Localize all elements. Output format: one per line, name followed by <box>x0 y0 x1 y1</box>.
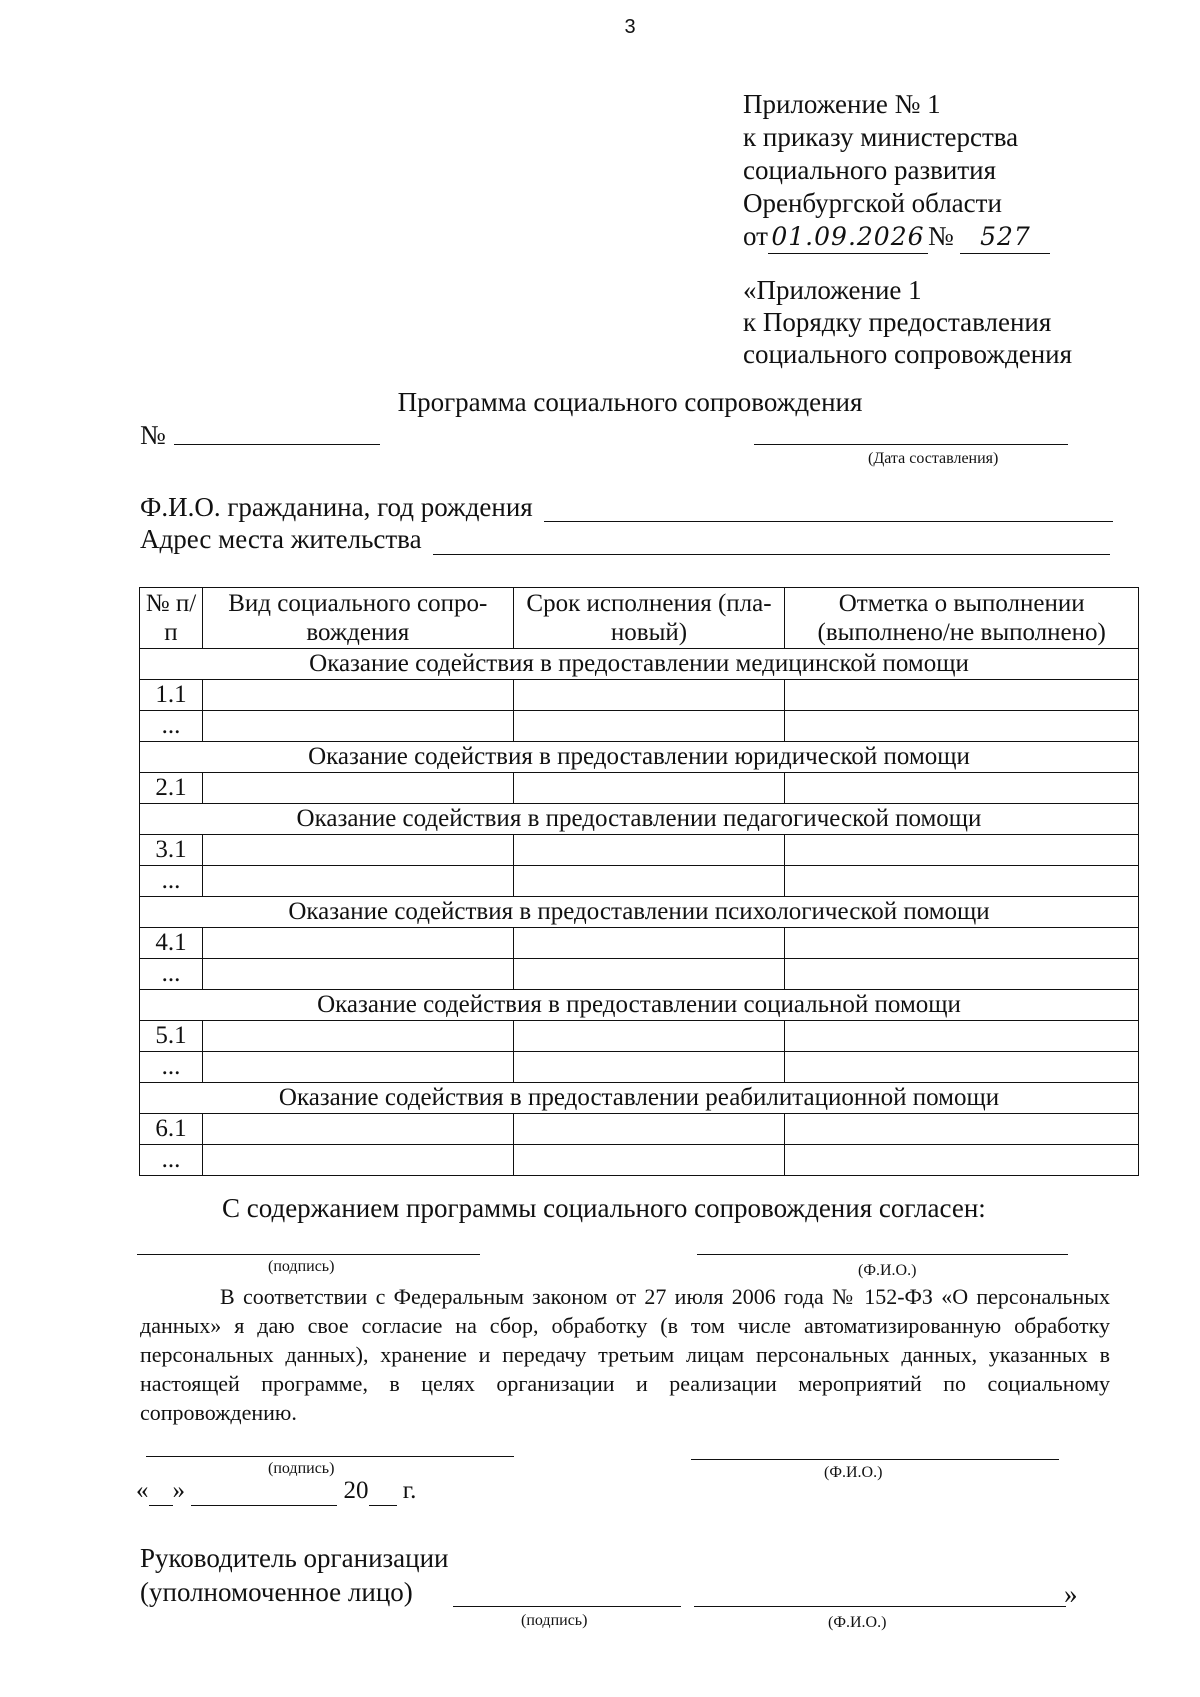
head-closing-quote: » <box>1064 1579 1078 1609</box>
cell-type[interactable] <box>202 1052 513 1083</box>
table-row <box>140 835 1139 866</box>
row-number: 3.1 <box>140 835 203 866</box>
order-line-2: к Порядку предоставления <box>743 307 1052 337</box>
cell-status[interactable] <box>785 928 1139 959</box>
address-field[interactable] <box>433 527 1110 555</box>
date-open-quote: « <box>136 1477 149 1504</box>
section-title: Оказание содействия в предоставлении юридической помощи <box>140 742 1139 773</box>
section-title: Оказание содействия в предоставлении педагогической помощи <box>140 804 1139 835</box>
cell-deadline[interactable] <box>513 711 785 742</box>
section-title: Оказание содействия в предоставлении социальной помощи <box>140 990 1139 1021</box>
agreement-fio-field[interactable] <box>697 1236 1068 1255</box>
cell-deadline[interactable] <box>513 1114 785 1145</box>
form-title: Программа социального сопровождения <box>397 387 863 417</box>
consent-fio-field[interactable] <box>691 1441 1059 1460</box>
cell-status[interactable] <box>785 1114 1139 1145</box>
cell-deadline[interactable] <box>513 928 785 959</box>
program-number-label: № <box>140 420 166 450</box>
month-field[interactable] <box>191 1477 337 1506</box>
head-fio-caption: (Ф.И.О.) <box>828 1614 887 1631</box>
consent-fio-caption: (Ф.И.О.) <box>824 1464 883 1481</box>
program-number-field[interactable] <box>174 420 380 445</box>
handwritten-date: 01.09.2026 <box>768 220 928 254</box>
appendix-line-2: к приказу министерства <box>743 122 1019 152</box>
table-row <box>140 928 1139 959</box>
order-reference <box>743 274 1072 370</box>
day-field[interactable] <box>149 1477 173 1506</box>
cell-type[interactable] <box>202 928 513 959</box>
row-number: 2.1 <box>140 773 203 804</box>
cell-deadline[interactable] <box>513 1145 785 1176</box>
section-title: Оказание содействия в предоставлении психологической помощи <box>140 897 1139 928</box>
date-prefix: от <box>743 221 768 251</box>
table-row <box>140 680 1139 711</box>
section-row <box>140 990 1139 1021</box>
header-status: Отметка о выполнении (выполнено/не выполнено) <box>785 588 1139 649</box>
consent-signature-caption: (подпись) <box>268 1460 335 1477</box>
cell-type[interactable] <box>202 680 513 711</box>
row-number: 6.1 <box>140 1114 203 1145</box>
row-number: ... <box>140 711 203 742</box>
section-row <box>140 804 1139 835</box>
cell-type[interactable] <box>202 1114 513 1145</box>
table-row <box>140 1145 1139 1176</box>
table-row <box>140 1021 1139 1052</box>
consent-signature-field[interactable] <box>146 1438 514 1457</box>
section-title: Оказание содействия в предоставлении медицинской помощи <box>140 649 1139 680</box>
head-line-1: Руководитель организации <box>140 1543 449 1573</box>
cell-status[interactable] <box>785 959 1139 990</box>
table-row <box>140 773 1139 804</box>
cell-deadline[interactable] <box>513 866 785 897</box>
cell-deadline[interactable] <box>513 680 785 711</box>
order-line-1: «Приложение 1 <box>743 275 922 305</box>
section-row <box>140 649 1139 680</box>
cell-deadline[interactable] <box>513 1052 785 1083</box>
cell-status[interactable] <box>785 680 1139 711</box>
cell-type[interactable] <box>202 959 513 990</box>
cell-deadline[interactable] <box>513 835 785 866</box>
cell-status[interactable] <box>785 773 1139 804</box>
appendix-title: Приложение № 1 <box>743 89 941 119</box>
head-fio-field[interactable] <box>694 1584 1066 1607</box>
row-number: ... <box>140 1052 203 1083</box>
table-header-row <box>140 588 1139 649</box>
cell-type[interactable] <box>202 1021 513 1052</box>
cell-status[interactable] <box>785 1052 1139 1083</box>
row-number: 4.1 <box>140 928 203 959</box>
date-caption: (Дата составления) <box>868 450 999 467</box>
table-row <box>140 959 1139 990</box>
table-row <box>140 1114 1139 1145</box>
section-row <box>140 742 1139 773</box>
agreement-fio-caption: (Ф.И.О.) <box>858 1262 917 1279</box>
table-row <box>140 866 1139 897</box>
row-number: 5.1 <box>140 1021 203 1052</box>
year-field[interactable] <box>369 1477 397 1506</box>
header-deadline: Срок исполнения (пла-новый) <box>513 588 785 649</box>
agreement-signature-caption: (подпись) <box>268 1258 335 1275</box>
cell-type[interactable] <box>202 1145 513 1176</box>
row-number: ... <box>140 959 203 990</box>
cell-type[interactable] <box>202 866 513 897</box>
head-signature-caption: (подпись) <box>521 1612 588 1629</box>
section-row <box>140 1083 1139 1114</box>
year-prefix: 20 <box>343 1477 369 1504</box>
row-number: 1.1 <box>140 680 203 711</box>
cell-status[interactable] <box>785 711 1139 742</box>
consent-text: В соответствии с Федеральным законом от 27 июля 2006 года № 152-ФЗ «О персональных данных» я даю свое согласие на сбор, обработку (в том числе автоматизированную обработку персональных данных), хранение и передачу третьим лицам персональных данных, указанных в настоящей программе, в целях организации и реализации мероприятий по социальному сопровождению. <box>140 1284 1110 1425</box>
table-row <box>140 1052 1139 1083</box>
agreement-text: С содержанием программы социального сопровождения согласен: <box>222 1193 986 1223</box>
cell-status[interactable] <box>785 1145 1139 1176</box>
cell-deadline[interactable] <box>513 1021 785 1052</box>
appendix-line-4: Оренбургской области <box>743 188 1002 218</box>
address-label: Адрес места жительства <box>140 524 422 554</box>
head-signature-field[interactable] <box>453 1584 681 1607</box>
cell-deadline[interactable] <box>513 773 785 804</box>
cell-status[interactable] <box>785 1021 1139 1052</box>
number-prefix: № <box>927 221 954 251</box>
year-suffix: г. <box>402 1477 417 1504</box>
cell-status[interactable] <box>785 835 1139 866</box>
consent-paragraph <box>140 1282 1110 1427</box>
appendix-line-3: социального развития <box>743 155 997 185</box>
header-type: Вид социального сопро-вождения <box>202 588 513 649</box>
consent-date-line <box>136 1477 416 1506</box>
page-number: 3 <box>624 16 636 38</box>
section-title: Оказание содействия в предоставлении реабилитационной помощи <box>140 1083 1139 1114</box>
appendix-date-line <box>743 220 1050 254</box>
agreement-signature-field[interactable] <box>137 1236 480 1255</box>
fio-label: Ф.И.О. гражданина, год рождения <box>140 492 533 522</box>
program-table <box>139 587 1139 1176</box>
head-line-2: (уполномоченное лицо) <box>140 1577 413 1607</box>
appendix-block <box>743 88 1050 254</box>
handwritten-number: 527 <box>960 220 1050 254</box>
cell-type[interactable] <box>202 711 513 742</box>
table-row <box>140 711 1139 742</box>
cell-type[interactable] <box>202 773 513 804</box>
row-number: ... <box>140 1145 203 1176</box>
order-line-3: социального сопровождения <box>743 339 1073 369</box>
fio-field[interactable] <box>544 494 1113 522</box>
header-number: № п/п <box>140 588 203 649</box>
date-close-quote: » <box>172 1477 185 1504</box>
row-number: ... <box>140 866 203 897</box>
cell-type[interactable] <box>202 835 513 866</box>
section-row <box>140 897 1139 928</box>
cell-deadline[interactable] <box>513 959 785 990</box>
compile-date-field[interactable] <box>754 420 1068 445</box>
cell-status[interactable] <box>785 866 1139 897</box>
